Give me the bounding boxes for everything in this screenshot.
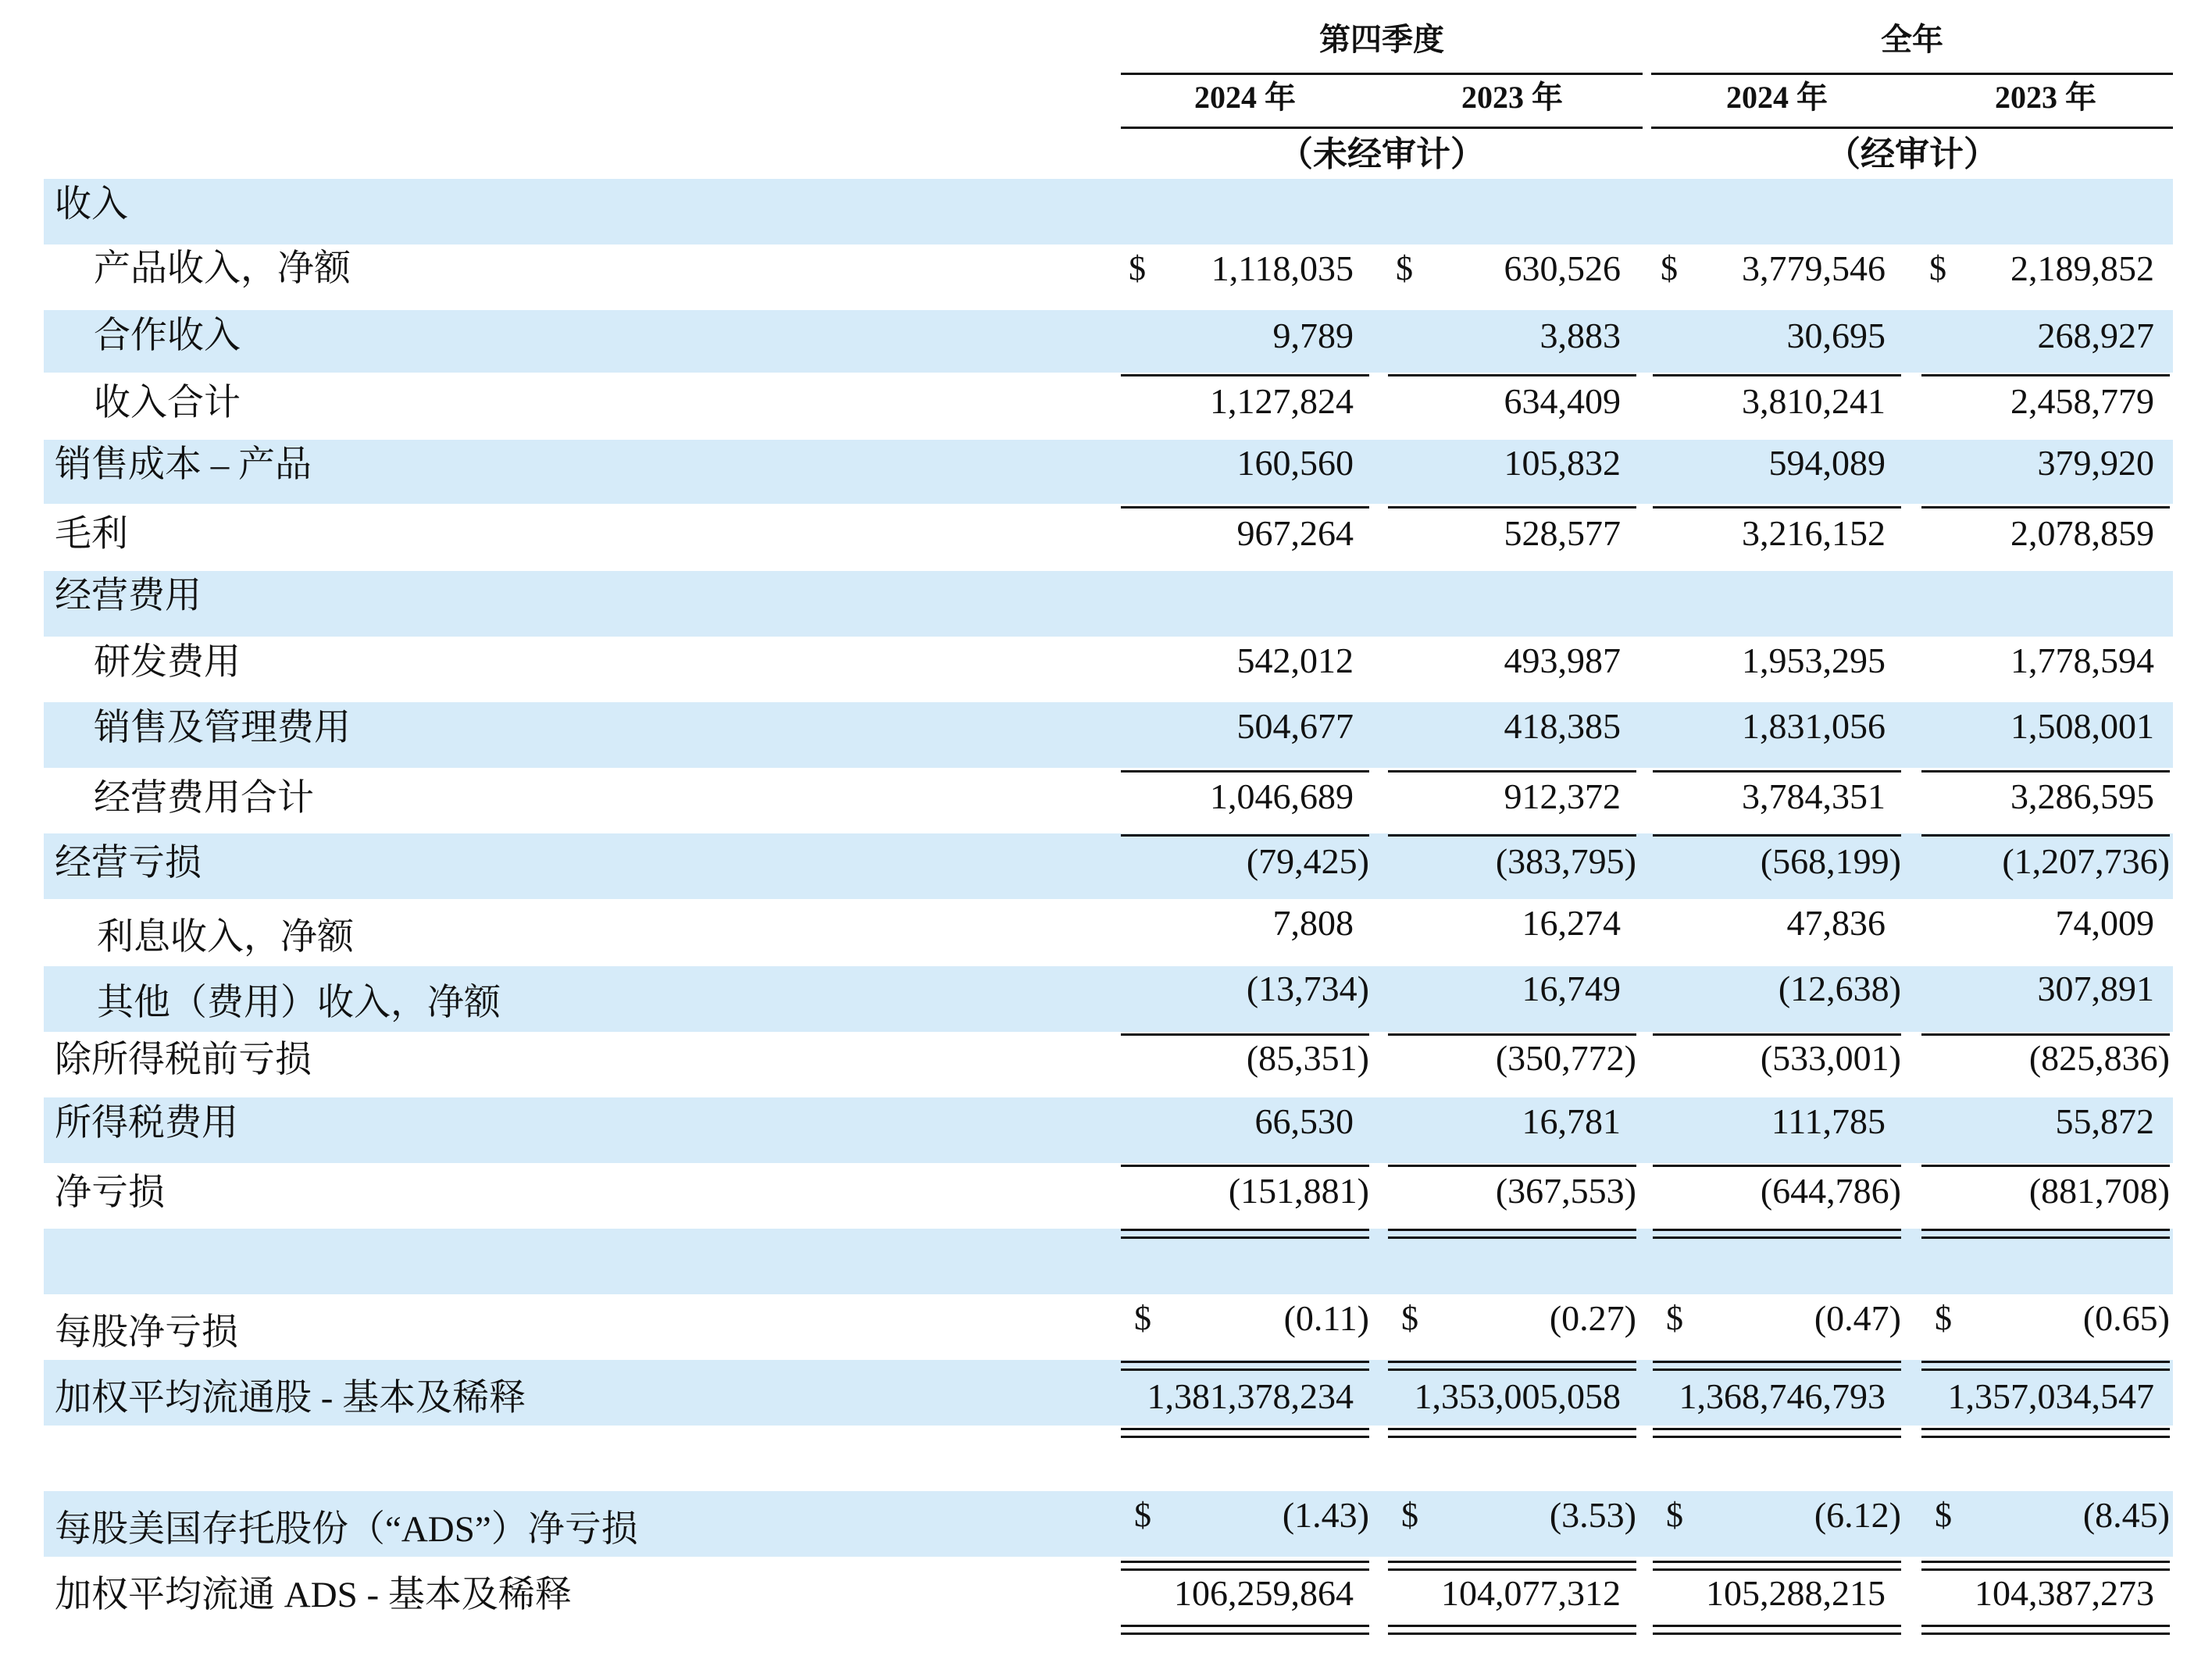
row-label-collab-revenue: 合作收入 (94, 316, 241, 356)
cell-value: 7,808 (1272, 903, 1354, 943)
row-label-ads-eps: 每股美国存托股份（“ADS”）净亏损 (55, 1509, 638, 1550)
band-revenue (44, 179, 2173, 244)
cell-value: 379,920 (2037, 443, 2154, 483)
cell-value: 104,077,312 (1441, 1573, 1621, 1613)
cell-value: 47,836 (1786, 903, 1886, 943)
cell-value: 16,781 (1522, 1101, 1621, 1141)
cell-value: 160,560 (1236, 443, 1354, 483)
cell-value: 3,810,241 (1742, 381, 1886, 421)
header-q4-rule (1121, 73, 1643, 75)
currency-symbol: $ (1666, 1496, 1683, 1534)
total-double-rule (1921, 1428, 2170, 1438)
currency-symbol: $ (1401, 1496, 1418, 1534)
currency-symbol: $ (1666, 1299, 1683, 1337)
row-label-operating-loss: 经营亏损 (55, 843, 202, 883)
cell-value: 16,749 (1522, 969, 1621, 1008)
header-year-q4-2024: 2024 年 (1194, 80, 1296, 115)
subtotal-rule (1121, 506, 1369, 508)
total-double-rule (1653, 1361, 1901, 1371)
cell-value: (85,351) (1246, 1038, 1369, 1078)
cell-value: 1,357,034,547 (1947, 1376, 2154, 1416)
header-year-rule-fy (1651, 127, 2173, 129)
subtotal-rule (1921, 770, 2170, 773)
cell-value: 1,508,001 (2010, 706, 2154, 746)
header-year-rule-q4 (1121, 127, 1643, 129)
cell-value: 111,785 (1771, 1101, 1886, 1141)
cell-value: 55,872 (2055, 1101, 2154, 1141)
row-label-total-revenue: 收入合计 (94, 383, 241, 423)
total-double-rule (1121, 1428, 1369, 1438)
total-double-rule (1653, 1229, 1901, 1239)
cell-value: (350,772) (1495, 1038, 1636, 1078)
total-double-rule (1388, 1361, 1636, 1371)
currency-symbol: $ (1661, 249, 1678, 287)
cell-value: (383,795) (1495, 841, 1636, 881)
subtotal-rule (1121, 770, 1369, 773)
row-label-weighted-ads: 加权平均流通 ADS - 基本及稀释 (55, 1575, 572, 1615)
currency-symbol: $ (1401, 1299, 1418, 1337)
cell-value: 630,526 (1504, 248, 1621, 288)
cell-value: (1,207,736) (2002, 841, 2170, 881)
subtotal-rule (1388, 834, 1636, 837)
subtotal-rule (1121, 1165, 1369, 1167)
row-label-interest-income: 利息收入，净额 (97, 917, 354, 958)
row-label-product-revenue: 产品收入，净额 (94, 248, 351, 289)
row-label-eps: 每股净亏损 (55, 1312, 238, 1353)
total-double-rule (1388, 1625, 1636, 1635)
cell-value: 1,381,378,234 (1147, 1376, 1354, 1416)
total-double-rule (1121, 1361, 1369, 1371)
currency-symbol: $ (1134, 1299, 1151, 1337)
subtotal-rule (1653, 1165, 1901, 1167)
header-year-fy-2024: 2024 年 (1726, 80, 1828, 115)
cell-value: 2,078,859 (2010, 513, 2154, 553)
header-year-fy-2023: 2023 年 (1995, 80, 2096, 115)
cell-value: 105,288,215 (1706, 1573, 1886, 1613)
row-label-rnd: 研发费用 (94, 642, 241, 683)
header-year-q4-2023: 2023 年 (1461, 80, 1563, 115)
cell-value: 912,372 (1504, 776, 1621, 816)
subtotal-rule (1388, 374, 1636, 376)
cell-value: 1,953,295 (1742, 641, 1886, 680)
cell-value: 1,118,035 (1211, 248, 1354, 288)
subtotal-rule (1921, 506, 2170, 508)
cell-value: (151,881) (1228, 1171, 1369, 1211)
subtotal-rule (1121, 374, 1369, 376)
cell-value: (825,836) (2028, 1038, 2170, 1078)
total-double-rule (1388, 1428, 1636, 1438)
subtotal-rule (1653, 770, 1901, 773)
cell-value: 104,387,273 (1975, 1573, 2154, 1613)
currency-symbol: $ (1935, 1496, 1952, 1534)
cell-value: (0.47) (1814, 1298, 1901, 1338)
cell-value: (0.65) (2082, 1298, 2170, 1338)
currency-symbol: $ (1396, 249, 1413, 287)
cell-value: 1,831,056 (1742, 706, 1886, 746)
cell-value: 106,259,864 (1174, 1573, 1354, 1613)
row-label-sga: 销售及管理费用 (94, 708, 351, 748)
header-fy-rule (1651, 73, 2173, 75)
currency-symbol: $ (1134, 1496, 1151, 1534)
header-q4: 第四季度 (1319, 22, 1444, 57)
cell-value: (79,425) (1246, 841, 1369, 881)
header-unaudited: （未经审计） (1279, 135, 1485, 173)
cell-value: 74,009 (2055, 903, 2154, 943)
cell-value: 1,127,824 (1210, 381, 1354, 421)
cell-value: (8.45) (2082, 1495, 2170, 1535)
total-double-rule (1121, 1625, 1369, 1635)
cell-value: 2,458,779 (2010, 381, 2154, 421)
cell-value: 3,779,546 (1742, 248, 1886, 288)
subtotal-rule (1921, 374, 2170, 376)
cell-value: (881,708) (2028, 1171, 2170, 1211)
cell-value: 594,089 (1768, 443, 1886, 483)
cell-value: (6.12) (1814, 1495, 1901, 1535)
cell-value: 66,530 (1254, 1101, 1354, 1141)
cell-value: (0.11) (1283, 1298, 1369, 1338)
cell-value: 3,784,351 (1742, 776, 1886, 816)
cell-value: 493,987 (1504, 641, 1621, 680)
subtotal-rule (1921, 834, 2170, 837)
cell-value: 9,789 (1272, 316, 1354, 355)
subtotal-rule (1653, 374, 1901, 376)
row-label-income-tax: 所得税费用 (55, 1103, 238, 1144)
cell-value: 1,368,746,793 (1679, 1376, 1886, 1416)
row-label-gross-profit: 毛利 (55, 514, 128, 555)
cell-value: (533,001) (1760, 1038, 1901, 1078)
cell-value: 3,286,595 (2010, 776, 2154, 816)
cell-value: 268,927 (2037, 316, 2154, 355)
cell-value: 307,891 (2037, 969, 2154, 1008)
row-label-total-opex: 经营费用合计 (94, 778, 314, 819)
total-double-rule (1921, 1361, 2170, 1371)
currency-symbol: $ (1935, 1299, 1952, 1337)
cell-value: 967,264 (1236, 513, 1354, 553)
subtotal-rule (1121, 834, 1369, 837)
cell-value: 542,012 (1236, 641, 1354, 680)
total-double-rule (1388, 1229, 1636, 1239)
cell-value: 105,832 (1504, 443, 1621, 483)
currency-symbol: $ (1129, 249, 1146, 287)
cell-value: 2,189,852 (2010, 248, 2154, 288)
subtotal-rule (1388, 506, 1636, 508)
header-audited: （经审计） (1826, 135, 1998, 173)
total-double-rule (1653, 1625, 1901, 1635)
cell-value: 1,778,594 (2010, 641, 2154, 680)
subtotal-rule (1921, 1165, 2170, 1167)
cell-value: 418,385 (1504, 706, 1621, 746)
cell-value: (367,553) (1495, 1171, 1636, 1211)
cell-value: 634,409 (1504, 381, 1621, 421)
cell-value: 504,677 (1236, 706, 1354, 746)
total-double-rule (1921, 1625, 2170, 1635)
row-label-pretax-loss: 除所得税前亏损 (55, 1040, 312, 1080)
row-label-opex: 经营费用 (55, 576, 202, 616)
row-label-revenue: 收入 (55, 184, 128, 225)
subtotal-rule (1653, 834, 1901, 837)
row-label-weighted-shares: 加权平均流通股 - 基本及稀释 (55, 1378, 526, 1418)
cell-value: (0.27) (1549, 1298, 1636, 1338)
cell-value: 16,274 (1522, 903, 1621, 943)
header-fy: 全年 (1881, 22, 1943, 57)
cell-value: 30,695 (1786, 316, 1886, 355)
band-opex (44, 571, 2173, 637)
cell-value: (1.43) (1282, 1495, 1369, 1535)
cell-value: (13,734) (1246, 969, 1369, 1008)
row-label-net-loss: 净亏损 (55, 1172, 165, 1213)
cell-value: 1,353,005,058 (1414, 1376, 1621, 1416)
row-label-other-income: 其他（费用）收入，净额 (97, 983, 501, 1023)
total-double-rule (1653, 1428, 1901, 1438)
row-label-cogs: 销售成本 – 产品 (55, 444, 312, 485)
cell-value: (568,199) (1760, 841, 1901, 881)
cell-value: 1,046,689 (1210, 776, 1354, 816)
currency-symbol: $ (1929, 249, 1946, 287)
cell-value: (3.53) (1549, 1495, 1636, 1535)
cell-value: (644,786) (1760, 1171, 1901, 1211)
subtotal-rule (1388, 770, 1636, 773)
cell-value: 528,577 (1504, 513, 1621, 553)
subtotal-rule (1653, 506, 1901, 508)
cell-value: (12,638) (1778, 969, 1901, 1008)
total-double-rule (1921, 1229, 2170, 1239)
subtotal-rule (1388, 1165, 1636, 1167)
cell-value: 3,216,152 (1742, 513, 1886, 553)
total-double-rule (1121, 1229, 1369, 1239)
cell-value: 3,883 (1539, 316, 1621, 355)
